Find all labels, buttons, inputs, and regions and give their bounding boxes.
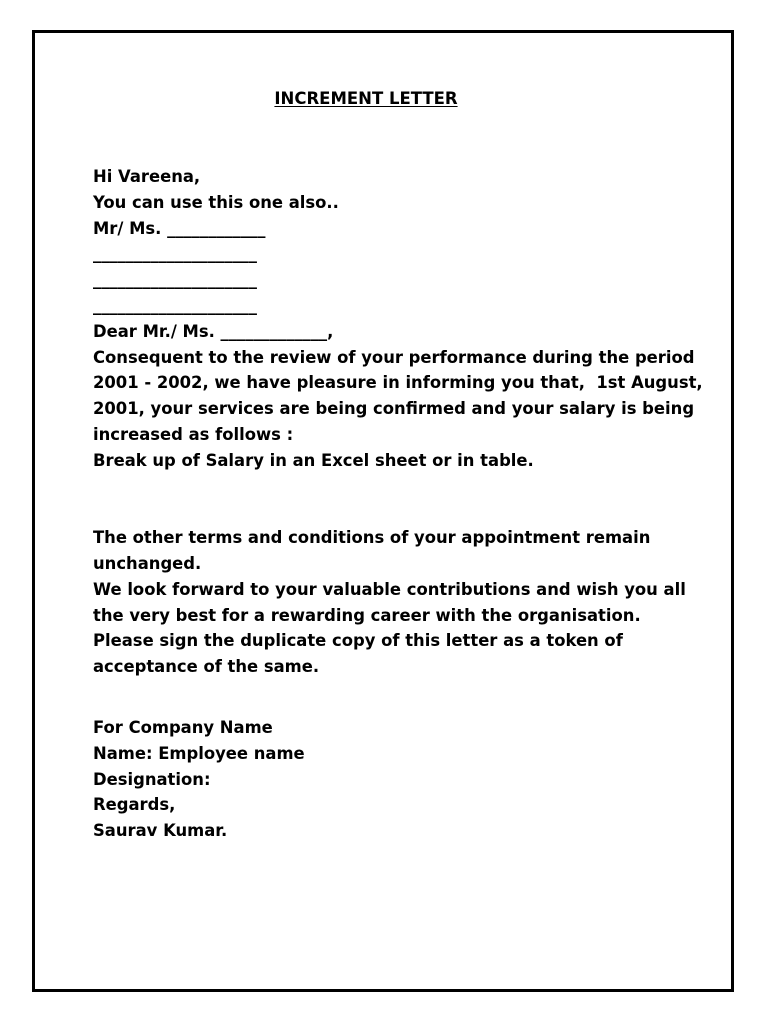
body-text-line: Consequent to the review of your performance during the period bbox=[93, 347, 695, 367]
body-text-line: the very best for a rewarding career with the organisation. bbox=[93, 605, 641, 625]
letter-body bbox=[93, 164, 703, 844]
body-text-line: We look forward to your valuable contributions and wish you all bbox=[93, 579, 686, 599]
salary-note-line: Break up of Salary in an Excel sheet or in table. bbox=[93, 450, 534, 470]
signoff-designation-line: Designation: bbox=[93, 769, 211, 789]
salutation-line: Dear Mr./ Ms. _____________, bbox=[93, 321, 334, 341]
address-line: ____________________ bbox=[93, 270, 257, 290]
recipient-line: Mr/ Ms. ____________ bbox=[93, 218, 266, 238]
signoff-company-line: For Company Name bbox=[93, 717, 273, 737]
signatory-name-line: Saurav Kumar. bbox=[93, 821, 228, 841]
body-text-line: 2001, your services are being confirmed and your salary is being bbox=[93, 399, 695, 419]
body-text-line: unchanged. bbox=[93, 553, 202, 573]
paragraph-gap bbox=[93, 680, 703, 715]
paragraph-gap bbox=[93, 474, 703, 526]
address-line: ____________________ bbox=[93, 295, 257, 315]
greeting-line: Hi Vareena, bbox=[93, 167, 201, 186]
body-text-line: Please sign the duplicate copy of this letter as a token of bbox=[93, 631, 623, 651]
body-text-line: acceptance of the same. bbox=[93, 657, 320, 677]
address-line: ____________________ bbox=[93, 244, 257, 264]
signoff-employee-name-line: Name: Employee name bbox=[93, 743, 305, 763]
intro-line: You can use this one also.. bbox=[93, 192, 339, 212]
letter-title: INCREMENT LETTER bbox=[274, 89, 458, 108]
body-text-line: 2001 - 2002, we have pleasure in informing you that, 1st August, bbox=[93, 373, 703, 393]
body-text-line: increased as follows : bbox=[93, 424, 294, 444]
body-text-line: The other terms and conditions of your appointment remain bbox=[93, 528, 651, 548]
signoff-regards-line: Regards, bbox=[93, 795, 176, 815]
